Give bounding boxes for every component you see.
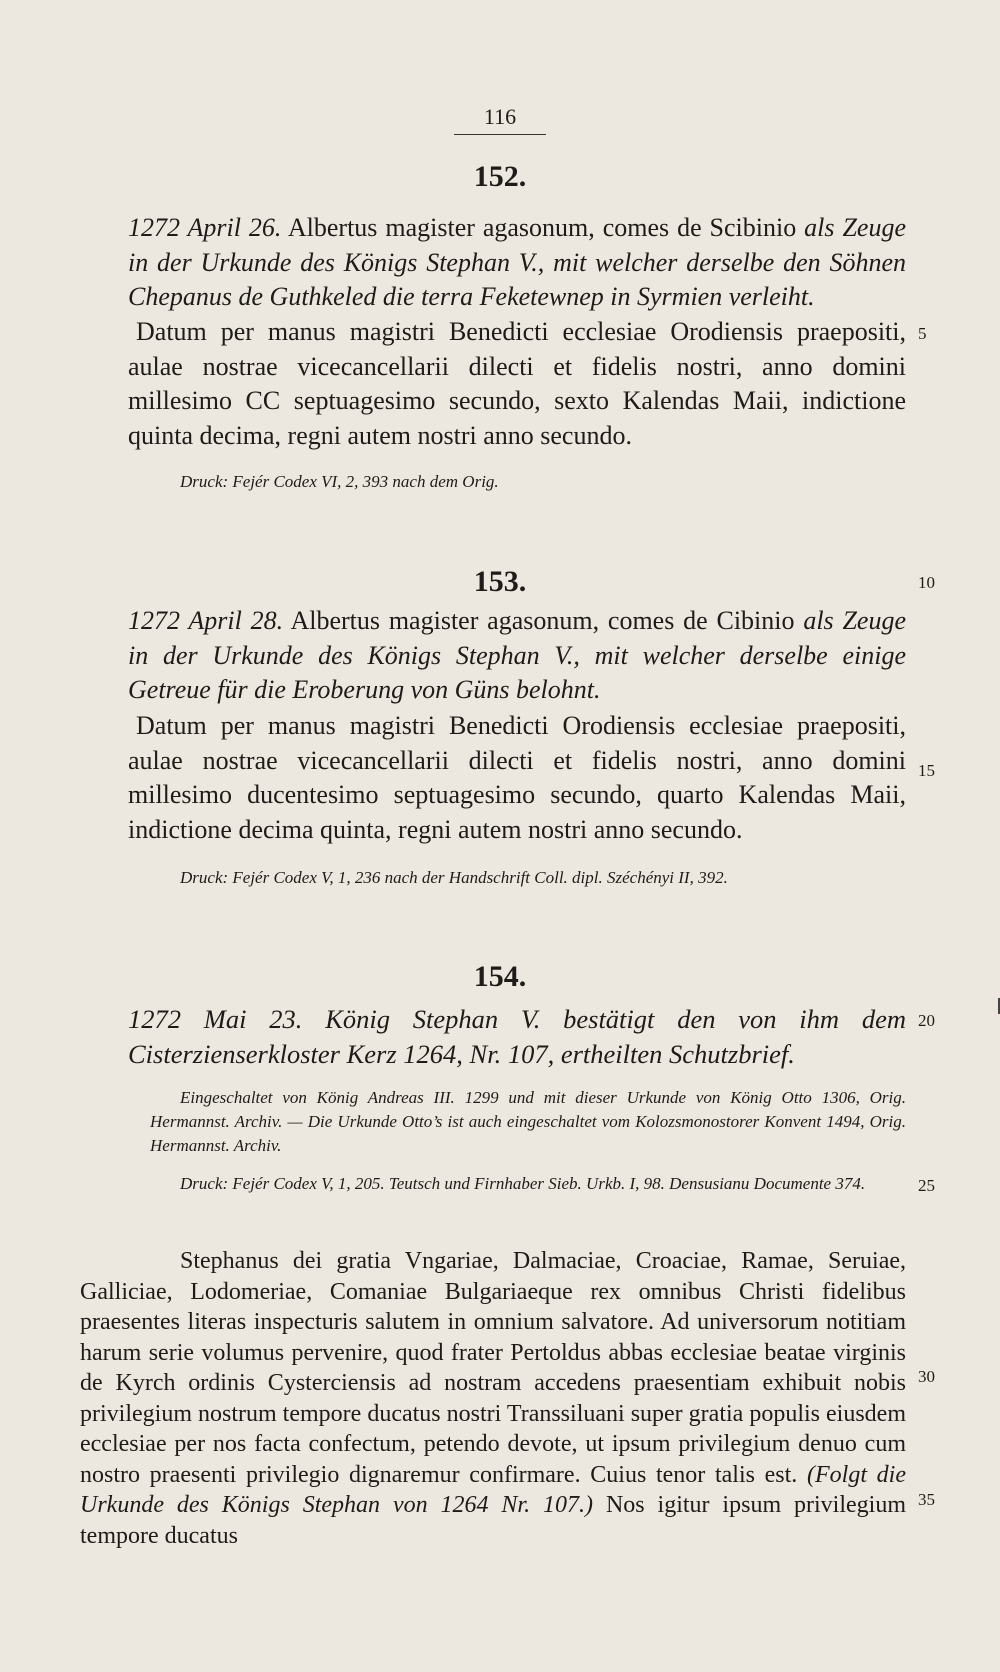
entry-number-154: 154. [473,960,527,993]
entry-153-text: Datum per manus magistri Benedicti Orodiensis ecclesiae praepositi, aulae nostrae vicecancellarii dilecti et fidelis nostri, anno domini millesimo ducentesimo septuagesimo secundo, quarto Kalendas Maii, indictione decima quinta, regni autem nostri anno secundo. [128,711,906,844]
page-number: 116 [454,104,546,135]
entry-153-heading-roman: Albertus magister agasonum, comes de Cibinio [283,606,804,635]
entry-152-print-note: Druck: Fejér Codex VI, 2, 393 nach dem Orig. [180,472,499,491]
entry-152-heading-italic: als Zeuge in der Urkunde des Königs Stephan V., mit welcher derselbe den Söhnen Chepanus de Guthkeled die terra Feketewnep in Syrmien verleiht. [128,213,906,311]
line-number: 25 [918,1176,935,1195]
entry-153-print-note: Druck: Fejér Codex V, 1, 236 nach der Handschrift Coll. dipl. Széchényi II, 392. [180,868,728,887]
entry-153-date: 1272 April 28. [128,606,284,635]
line-number: 20 [918,1011,935,1030]
entry-154-heading: 1272 Mai 23. König Stephan V. bestätigt den von ihm dem Cisterzienserkloster Kerz 1264, Nr. 107, ertheilten Schutzbrief. [128,1004,906,1069]
line-number: 5 [918,324,927,343]
entry-154-text [80,1246,906,1551]
entry-154-text-italic: (Folgt die Urkunde des Königs Stephan von 1264 Nr. 107.) [80,1461,906,1518]
entry-number-152: 152. [473,160,527,193]
entry-152-heading-roman: Albertus magister agasonum, comes de Scibinio [281,213,805,242]
entry-154-text-b: Nos igitur ipsum privilegium tempore ducatus [80,1492,907,1549]
entry-154-print-note: Druck: Fejér Codex V, 1, 205. Teutsch und Firnhaber Sieb. Urkb. I, 98. Densusianu Documente 374. [180,1174,866,1193]
entry-154-text-a: Stephanus dei gratia Vngariae, Dalmaciae, Croaciae, Ramae, Seruiae, Galliciae, Lodomeriae, Comaniae Bulgariaeque rex omnibus Christi fidelibus praesentes literas inspecturis salutem in omnium salvatore. Ad universorum notitiam harum serie volumus pervenire, quod frater Pertoldus abbas ecclesiae beatae virginis de Kyrch ordinis Cysterciensis ad nostram accedens praesentiam exhibuit nobis privilegium nostrum tempore ducatus nostri Transsiluani super gratia populis eiusdem ecclesiae per nos facta confectum, petendo devote, ut ipsum privilegium denuo cum nostro praesenti privilegio dignaremur confirmare. Cuius tenor talis est. [80,1248,906,1488]
line-number: 30 [918,1367,935,1386]
entry-154-source-note: Eingeschaltet von König Andreas III. 1299 und mit dieser Urkunde von König Otto 1306, Orig. Hermannst. Archiv. — Die Urkunde Otto’s ist auch eingeschaltet vom Kolozsmonostorer Konvent 1494, Orig. Hermannst. Archiv. [150,1088,906,1155]
entry-152-date: 1272 April 26. [128,213,282,242]
entry-153-heading [128,604,906,708]
entry-153-heading-italic: als Zeuge in der Urkunde des Königs Stephan V., mit welcher derselbe einige Getreue für die Eroberung von Güns belohnt. [128,606,907,704]
entry-152-heading [128,211,906,315]
entry-152-text: Datum per manus magistri Benedicti ecclesiae Orodiensis praepositi, aulae nostrae vicecancellarii dilecti et fidelis nostri, anno domini millesimo CC septuagesimo secundo, sexto Kalendas Maii, indictione quinta decima, regni autem nostri anno secundo. [128,317,906,450]
line-number: 10 [918,573,935,592]
line-number: 15 [918,761,935,780]
entry-number-153: 153. [473,565,527,598]
line-number: 35 [918,1490,935,1509]
